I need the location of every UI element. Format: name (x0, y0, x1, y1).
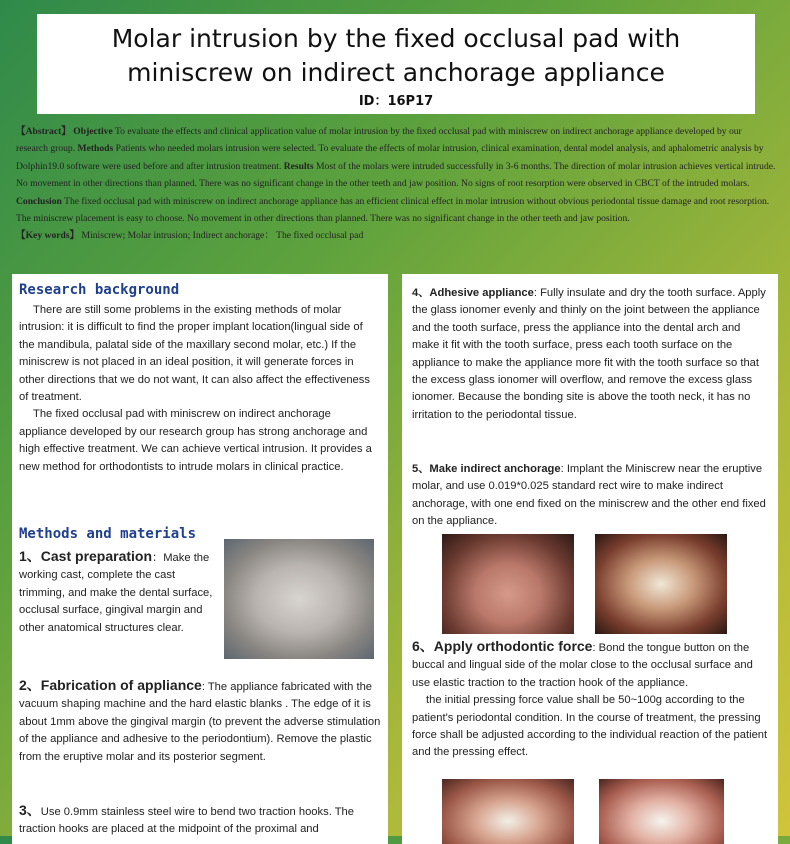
keywords-text: Miniscrew; Molar intrusion; Indirect anchorage： The fixed occlusal pad (79, 230, 364, 242)
poster-id: ID：16P17 (358, 94, 434, 109)
research-background-heading: Research background (19, 282, 180, 298)
step-6-title: Apply orthodontic force (433, 638, 593, 654)
clinical-photo-4 (599, 779, 724, 844)
step-6-paragraph-2: the initial pressing force value shall be 50~100g according to the patient's periodontal condition. In the course of treatment, the pressing force shall be adjusted according to the individual reaction of the patient and the pressing effect. (412, 694, 768, 759)
step-1-text: ：Make the working cast, complete the cast trimming, and make the dental surface, occlusal surface, gingival margin and other anatomical structures clear. (19, 552, 213, 634)
background-paragraph-2: The fixed occlusal pad with miniscrew on indirect anchorage appliance developed by our research group has strong anchorage and high effective treatment. We can achieve vertical intrusion. It provides a new method for orthodontists to intrude molars in clinical practice. (19, 408, 372, 473)
objective-text: To evaluate the effects and clinical application value of molar intrusion by the fixed occlusal pad with miniscrew on indirect anchorage appliance developed by our research group. (16, 126, 742, 155)
step-4-text: : Fully insulate and dry the tooth surface. Apply the glass ionomer evenly and thinly on the joint between the appliance and the tooth surface, press the appliance into the dental arch and make it fit with the tooth surface, press each tooth surface on the appliance to make the appliance more fit with the tooth surface so that the excess glass ionomer will overflow, and remove the excess glass ionomer. Because the bonding site is above the tooth neck, it has no irritation to the periodontal tissue. (412, 287, 766, 421)
cast-photo (224, 539, 374, 659)
step-6-text: : Bond the tongue button on the buccal and lingual side of the molar close to the occlusal surface and use elastic traction to the traction hook of the appliance. (412, 642, 753, 689)
step-2-title: 2、Fabrication of appliance (19, 677, 202, 693)
clinical-photo-2 (595, 534, 727, 634)
abstract (16, 123, 776, 245)
step-5-title: 5、Make indirect anchorage (412, 463, 561, 475)
step-1-title: 1、Cast preparation (19, 548, 153, 564)
methods-label: Methods (77, 143, 114, 155)
step-3-title: 3、 (19, 802, 41, 818)
step-4-title: 4、Adhesive appliance (412, 287, 534, 299)
methods-text: Patients who needed molars intrusion were selected. To evaluate the effects of molar intrusion, clinical examination, dental model analysis, and aphalometric analysis by Dolphin19.0 software were used before and after intrusion treatment. (16, 143, 764, 172)
right-panel (402, 274, 778, 844)
conclusion-text: The fixed occlusal pad with miniscrew on indirect anchorage appliance has an efficient clinical effect in molar intrusion without obvious periodontal tissue damage and root resorption. The miniscrew placement is easy to choose. No movement in other directions than planned. There was no significant change in the other teeth and jaw position. (16, 195, 770, 225)
results-text: Most of the molars were intruded successfully in 3-6 months. The direction of molar intrusion achieves vertical intrude. No movement in other directions than planned. There was no significant change in the other teeth and jaw position. No signs of root resorption were observed in CBCT of the intruded molars. (16, 160, 776, 190)
conclusion-label: Conclusion (16, 195, 62, 207)
abstract-tag: 【Abstract】 (16, 126, 71, 137)
step-3-text: Use 0.9mm stainless steel wire to bend two traction hooks. The traction hooks are placed at the midpoint of the proximal and (19, 806, 354, 836)
step-6-number: 6、 (412, 638, 434, 654)
background-paragraph-1: There are still some problems in the existing methods of molar intrusion: it is difficult to find the proper implant location(lingual side of the mandibula, palatal side of the maxillary second molar, etc.) If the miniscrew is not placed in an ideal position, it will generate forces in other directions that we do not want, It can also affect the effectiveness of treatment. (19, 304, 370, 404)
methods-heading: Methods and materials (19, 526, 197, 542)
title-box (37, 14, 755, 114)
keywords-label: 【Key words】 (16, 230, 80, 242)
left-panel (12, 274, 388, 844)
poster-title: Molar intrusion by the fixed occlusal pad with miniscrew on indirect anchorage appliance (111, 24, 681, 87)
clinical-photo-3 (442, 779, 574, 844)
clinical-photo-1 (442, 534, 574, 634)
step-2-text: : The appliance fabricated with the vacuum shaping machine and the hard elastic blanks . The edge of it is about 1mm above the gingival margin (to prevent the adverse stimulation of the appliance and adhesive to the periodontium). Remove the plastic from the eruptive molar and its posterior segment. (19, 681, 381, 763)
results-label: Results (283, 160, 314, 172)
step-5-text: : Implant the Miniscrew near the eruptive molar, and use 0.019*0.025 standard rect wire to make indirect anchorage, with one end fixed on the miniscrew and the other end fixed on the appliance. (412, 463, 766, 528)
objective-label: Objective (73, 126, 113, 137)
